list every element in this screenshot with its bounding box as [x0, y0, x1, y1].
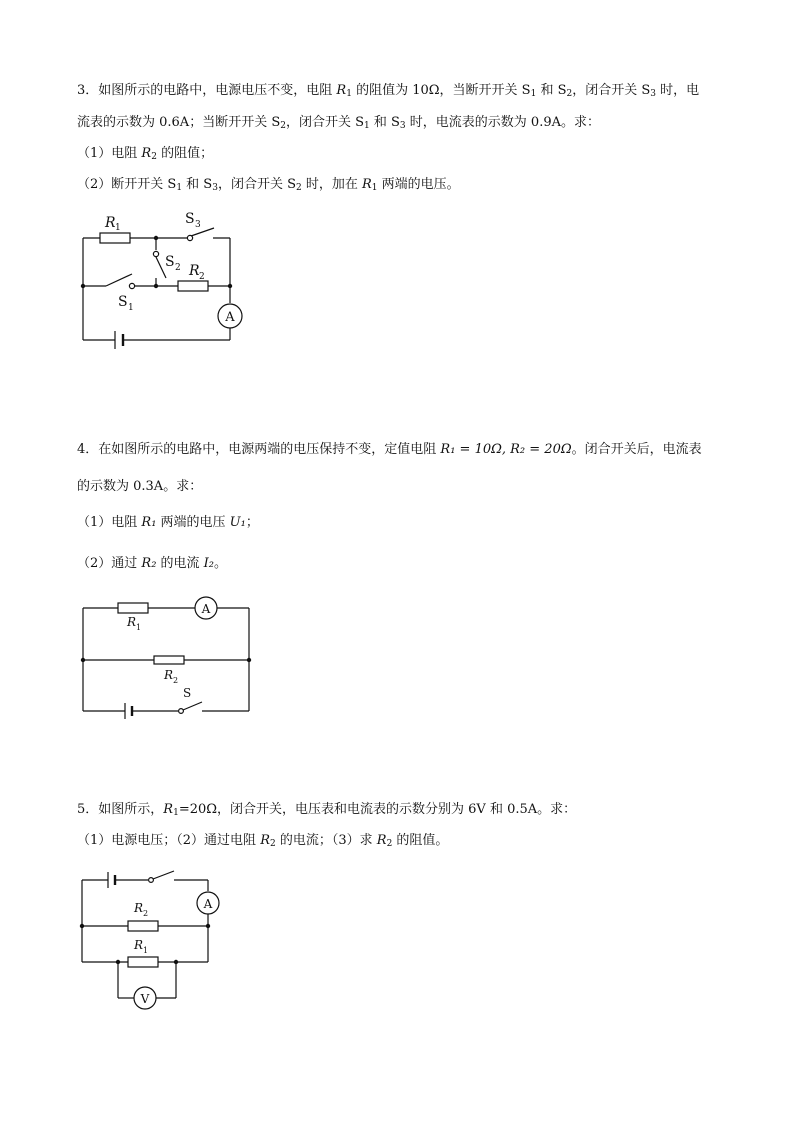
- q3-r2-label-sub: 2: [199, 272, 205, 282]
- q4-circuit-diagram: [70, 590, 260, 720]
- q4-r2-resistor: [154, 656, 184, 664]
- q4-line-2: 的示数为 0.3A。求：: [77, 479, 203, 494]
- q3-ammeter-label: A: [225, 310, 235, 325]
- q4-part-2: （2）通过 R₂ 的电流 I₂。: [77, 556, 228, 571]
- q3-r2-resistor: [178, 281, 208, 291]
- q4-line-1: 4．在如图所示的电路中，电源两端的电压保持不变，定值电阻 R₁ = 10Ω, R₂ = 20Ω。闭合开关后，电流表: [77, 442, 702, 457]
- q4-ammeter-label: A: [201, 602, 211, 616]
- q5-r2-label: R: [134, 901, 144, 915]
- q5-voltmeter-label: V: [140, 992, 150, 1006]
- q3-part-2: （2）断开开关 $S_1$ 和 $S_3$，闭合开关 $S_2$ 时，加在 $R_1$ 两端的电压。: [77, 177, 460, 193]
- q3-s3-label-sub: 3: [195, 220, 201, 230]
- q5-r1-label-sub: 1: [143, 946, 149, 955]
- q3-part-1: （1）电阻 $R_2$ 的阻值；: [77, 146, 214, 162]
- q3-s1-switch: [106, 274, 132, 286]
- q5-r2-resistor: [128, 921, 158, 931]
- q3-r1-resistor: [100, 233, 130, 243]
- q4-r1-label: R: [127, 615, 137, 629]
- q5-circuit-diagram: [70, 862, 240, 1012]
- q5-r2-label-sub: 2: [143, 909, 149, 918]
- q3-s1-label: S: [118, 294, 128, 310]
- q5-r1-label: R: [134, 938, 144, 952]
- q5-ammeter-label: A: [203, 897, 213, 911]
- q3-r2-label: R: [189, 263, 200, 279]
- q3-s1-label-sub: 1: [128, 303, 134, 313]
- q3-line-1: 3．如图所示的电路中，电源电压不变，电阻 $R_1$ 的阻值为 10Ω，当断开开关 $S_1$ 和 $S_2$，闭合开关 $S_3$ 时，电: [77, 83, 700, 99]
- q4-r2-label-sub: 2: [173, 676, 179, 685]
- q5-line-1: 5．如图所示，$R_1=20\Omega$，闭合开关，电压表和电流表的示数分别为 6V 和 0.5A。求：: [77, 802, 577, 818]
- q4-switch: [183, 702, 202, 710]
- q3-r1-label-sub: 1: [115, 223, 121, 233]
- q3-s3-label: S: [185, 211, 195, 227]
- q4-part-1: （1）电阻 R₁ 两端的电压 U₁；: [77, 515, 259, 530]
- q4-r2-label: R: [164, 668, 174, 682]
- q3-s2-label: S: [165, 254, 175, 270]
- q4-r1-label-sub: 1: [136, 623, 142, 632]
- q5-line-2: （1）电源电压；（2）通过电阻 $R_2$ 的电流；（3）求 $R_2$ 的阻值。: [77, 833, 449, 849]
- q3-r1-label: R: [105, 215, 116, 231]
- q3-line-2: 流表的示数为 0.6A；当断开开关 $S_2$，闭合开关 $S_1$ 和 $S_3$ 时，电流表的示数为 0.9A。求：: [77, 115, 600, 131]
- q4-switch-label: S: [183, 686, 192, 700]
- q5-r1-resistor: [128, 957, 158, 967]
- q5-switch: [153, 871, 174, 879]
- q3-circuit-diagram: [70, 200, 260, 370]
- q4-r1-resistor: [118, 603, 148, 613]
- q3-s2-label-sub: 2: [175, 263, 181, 273]
